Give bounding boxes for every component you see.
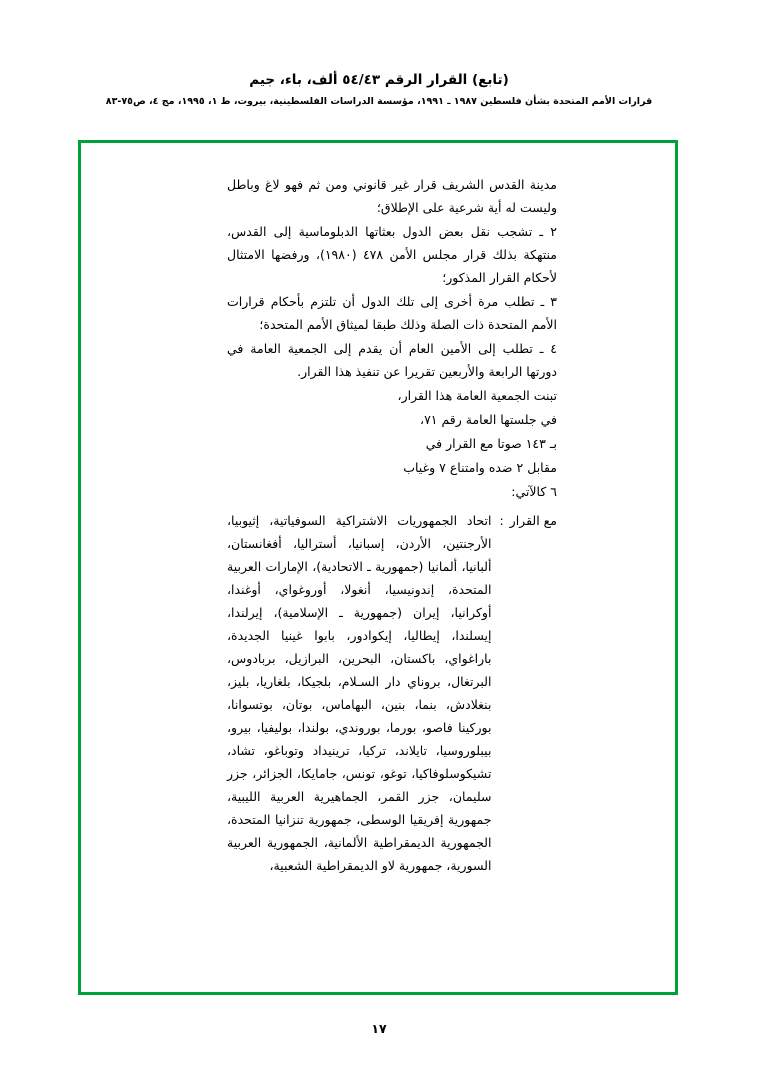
vote-line-adopted: تبنت الجمعية العامة هذا القرار،	[397, 388, 557, 403]
vote-line-absent: ٦ كالآتي:	[511, 484, 557, 499]
vote-line-against-abstain: مقابل ٢ ضده وامتناع ٧ وغياب	[403, 460, 557, 475]
page-number: ١٧	[371, 1021, 387, 1036]
page-header	[0, 72, 758, 107]
states-colon: :	[499, 513, 504, 528]
vote-result-block	[227, 384, 557, 503]
paragraph-2: ٢ ـ تشجب نقل بعض الدول بعثاتها الدبلوماسية إلى القدس، منتهكة بذلك قرار مجلس الأمن ٤٧٨ (١٩٨٠)، ورفضها الامتثال لأحكام القرار المذكور؛	[227, 224, 557, 285]
header-title: (تابع) القرار الرقم ٥٤/٤٣ ألف، باء، جيم	[249, 72, 509, 88]
states-in-favour-block	[227, 509, 557, 877]
states-in-favour-list: اتحاد الجمهوريات الاشتراكية السوفياتية، إثيوبيا، الأرجنتين، الأردن، إسبانيا، أستراليا، أفغانستان، ألبانيا، ألمانيا (جمهورية ـ الاتحادية)، الإمارات العربية المتحدة، إندونيسيا، أنغولا، أوروغواي، أوغندا، أوكرانيا، إيران (جمهورية ـ الإسلامية)، إيرلندا، إيسلندا، إيطاليا، إيكوادور، بابوا غينيا الجديدة، باراغواي، باكستان، البحرين، البرازيل، بربادوس، البرتغال، بروناي دار السـلام، بلجيكا، بلغاريا، بليز، بنغلادش، بنما، بنين، البهاماس، بوتان، بوتسوانا، بوركينا فاصو، بورما، بوروندي، بولندا، بوليفيا، بيرو، بيبلوروسيا، تايلاند، تركيا، ترينيداد وتوباغو، تشاد، تشيكوسلوفاكيا، توغو، تونس، جامايكا، الجزائر، جزر سليمان، جزر القمر، الجماهيرية العربية الليبية، جمهورية إفريقيا الوسطى، جمهورية تنزانيا المتحدة، الجمهورية الديمقراطية الألمانية، الجمهورية العربية السورية، جمهورية لاو الديمقراطية الشعبية،	[227, 513, 492, 873]
paragraph-4: ٤ ـ تطلب إلى الأمين العام أن يقدم إلى الجمعية العامة في دورتها الرابعة والأربعين تقريرا عن تنفيذ هذا القرار.	[227, 341, 557, 379]
states-in-favour-label: مع القرار	[509, 513, 557, 528]
document-body	[227, 173, 557, 877]
vote-line-meeting: في جلستها العامة رقم ٧١،	[420, 412, 557, 427]
paragraph-continued: مدينة القدس الشريف قرار غير قانوني ومن ثم فهو لاغ وباطل وليست له أية شرعية على الإطلاق؛	[227, 177, 557, 215]
paragraph-3: ٣ ـ تطلب مرة أخرى إلى تلك الدول أن تلتزم بأحكام قرارات الأمم المتحدة ذات الصلة وذلك طبقا لميثاق الأمم المتحدة؛	[227, 294, 557, 332]
header-source-line: قرارات الأمم المتحدة بشأن فلسطين ١٩٨٧ ـ ١٩٩١، مؤسسة الدراسات الفلسطينية، بيروت، ط ١، ١٩٩٥، مج ٤، ص٧٥-٨٣	[105, 96, 653, 107]
vote-line-in-favour: بـ ١٤٣ صوتا مع القرار في	[425, 436, 557, 451]
content-frame	[78, 140, 678, 995]
